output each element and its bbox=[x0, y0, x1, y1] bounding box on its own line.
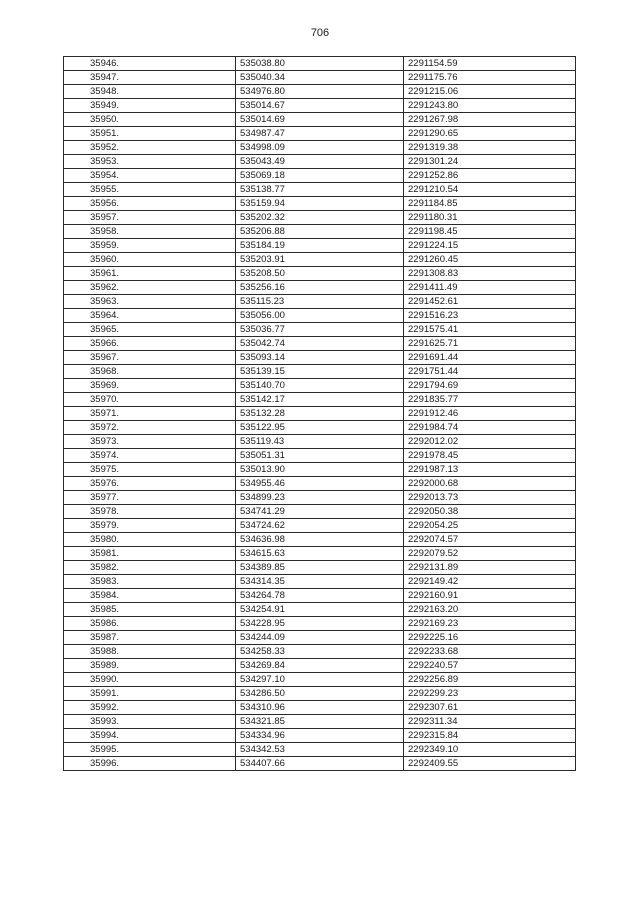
point-number-cell: 35974. bbox=[64, 449, 236, 463]
table-row bbox=[64, 589, 576, 603]
table-row bbox=[64, 603, 576, 617]
x-coordinate-cell: 534407.66 bbox=[236, 757, 404, 771]
point-number-cell: 35979. bbox=[64, 519, 236, 533]
table-body bbox=[64, 57, 576, 771]
point-number-cell: 35994. bbox=[64, 729, 236, 743]
y-coordinate-cell: 2292169.23 bbox=[404, 617, 576, 631]
x-coordinate-cell: 534269.84 bbox=[236, 659, 404, 673]
y-coordinate-cell: 2291252.86 bbox=[404, 169, 576, 183]
coordinates-table bbox=[63, 56, 576, 771]
x-coordinate-cell: 534342.53 bbox=[236, 743, 404, 757]
x-coordinate-cell: 534615.63 bbox=[236, 547, 404, 561]
y-coordinate-cell: 2291175.76 bbox=[404, 71, 576, 85]
table-row bbox=[64, 295, 576, 309]
y-coordinate-cell: 2291751.44 bbox=[404, 365, 576, 379]
y-coordinate-cell: 2292013.73 bbox=[404, 491, 576, 505]
point-number-cell: 35953. bbox=[64, 155, 236, 169]
x-coordinate-cell: 535142.17 bbox=[236, 393, 404, 407]
point-number-cell: 35984. bbox=[64, 589, 236, 603]
y-coordinate-cell: 2292050.38 bbox=[404, 505, 576, 519]
table-row bbox=[64, 309, 576, 323]
table-row bbox=[64, 393, 576, 407]
x-coordinate-cell: 535139.15 bbox=[236, 365, 404, 379]
y-coordinate-cell: 2291184.85 bbox=[404, 197, 576, 211]
y-coordinate-cell: 2291575.41 bbox=[404, 323, 576, 337]
y-coordinate-cell: 2291243.80 bbox=[404, 99, 576, 113]
x-coordinate-cell: 534321.85 bbox=[236, 715, 404, 729]
y-coordinate-cell: 2292079.52 bbox=[404, 547, 576, 561]
table-row bbox=[64, 57, 576, 71]
y-coordinate-cell: 2291452.61 bbox=[404, 295, 576, 309]
table-row bbox=[64, 757, 576, 771]
x-coordinate-cell: 535138.77 bbox=[236, 183, 404, 197]
point-number-cell: 35956. bbox=[64, 197, 236, 211]
x-coordinate-cell: 535206.88 bbox=[236, 225, 404, 239]
y-coordinate-cell: 2292054.25 bbox=[404, 519, 576, 533]
table-row bbox=[64, 715, 576, 729]
table-row bbox=[64, 729, 576, 743]
x-coordinate-cell: 535184.19 bbox=[236, 239, 404, 253]
y-coordinate-cell: 2292225.16 bbox=[404, 631, 576, 645]
x-coordinate-cell: 534334.96 bbox=[236, 729, 404, 743]
table-row bbox=[64, 743, 576, 757]
point-number-cell: 35958. bbox=[64, 225, 236, 239]
x-coordinate-cell: 535042.74 bbox=[236, 337, 404, 351]
point-number-cell: 35971. bbox=[64, 407, 236, 421]
x-coordinate-cell: 535040.34 bbox=[236, 71, 404, 85]
point-number-cell: 35976. bbox=[64, 477, 236, 491]
x-coordinate-cell: 535203.91 bbox=[236, 253, 404, 267]
point-number-cell: 35985. bbox=[64, 603, 236, 617]
point-number-cell: 35987. bbox=[64, 631, 236, 645]
x-coordinate-cell: 534310.96 bbox=[236, 701, 404, 715]
table-row bbox=[64, 71, 576, 85]
x-coordinate-cell: 534724.62 bbox=[236, 519, 404, 533]
x-coordinate-cell: 534314.35 bbox=[236, 575, 404, 589]
table-row bbox=[64, 99, 576, 113]
table-row bbox=[64, 519, 576, 533]
table-row bbox=[64, 533, 576, 547]
x-coordinate-cell: 535093.14 bbox=[236, 351, 404, 365]
table-row bbox=[64, 547, 576, 561]
table-row bbox=[64, 239, 576, 253]
table-row bbox=[64, 673, 576, 687]
x-coordinate-cell: 535036.77 bbox=[236, 323, 404, 337]
table-row bbox=[64, 463, 576, 477]
point-number-cell: 35963. bbox=[64, 295, 236, 309]
x-coordinate-cell: 534976.80 bbox=[236, 85, 404, 99]
y-coordinate-cell: 2292311.34 bbox=[404, 715, 576, 729]
x-coordinate-cell: 535014.67 bbox=[236, 99, 404, 113]
x-coordinate-cell: 535208.50 bbox=[236, 267, 404, 281]
x-coordinate-cell: 534636.98 bbox=[236, 533, 404, 547]
x-coordinate-cell: 535140.70 bbox=[236, 379, 404, 393]
table-row bbox=[64, 575, 576, 589]
y-coordinate-cell: 2292160.91 bbox=[404, 589, 576, 603]
y-coordinate-cell: 2291912.46 bbox=[404, 407, 576, 421]
point-number-cell: 35948. bbox=[64, 85, 236, 99]
y-coordinate-cell: 2291260.45 bbox=[404, 253, 576, 267]
x-coordinate-cell: 535115.23 bbox=[236, 295, 404, 309]
y-coordinate-cell: 2291210.54 bbox=[404, 183, 576, 197]
point-number-cell: 35966. bbox=[64, 337, 236, 351]
table-row bbox=[64, 351, 576, 365]
x-coordinate-cell: 535013.90 bbox=[236, 463, 404, 477]
y-coordinate-cell: 2292149.42 bbox=[404, 575, 576, 589]
x-coordinate-cell: 535256.16 bbox=[236, 281, 404, 295]
x-coordinate-cell: 534244.09 bbox=[236, 631, 404, 645]
table-row bbox=[64, 337, 576, 351]
point-number-cell: 35992. bbox=[64, 701, 236, 715]
table-row bbox=[64, 477, 576, 491]
x-coordinate-cell: 535132.28 bbox=[236, 407, 404, 421]
y-coordinate-cell: 2292012.02 bbox=[404, 435, 576, 449]
table-row bbox=[64, 379, 576, 393]
point-number-cell: 35959. bbox=[64, 239, 236, 253]
table-row bbox=[64, 631, 576, 645]
x-coordinate-cell: 534899.23 bbox=[236, 491, 404, 505]
x-coordinate-cell: 534264.78 bbox=[236, 589, 404, 603]
y-coordinate-cell: 2291290.65 bbox=[404, 127, 576, 141]
point-number-cell: 35946. bbox=[64, 57, 236, 71]
point-number-cell: 35983. bbox=[64, 575, 236, 589]
x-coordinate-cell: 535056.00 bbox=[236, 309, 404, 323]
y-coordinate-cell: 2292233.68 bbox=[404, 645, 576, 659]
point-number-cell: 35954. bbox=[64, 169, 236, 183]
point-number-cell: 35980. bbox=[64, 533, 236, 547]
point-number-cell: 35972. bbox=[64, 421, 236, 435]
y-coordinate-cell: 2291691.44 bbox=[404, 351, 576, 365]
table-row bbox=[64, 183, 576, 197]
x-coordinate-cell: 534228.95 bbox=[236, 617, 404, 631]
table-row bbox=[64, 197, 576, 211]
table-row bbox=[64, 645, 576, 659]
x-coordinate-cell: 535043.49 bbox=[236, 155, 404, 169]
point-number-cell: 35989. bbox=[64, 659, 236, 673]
point-number-cell: 35967. bbox=[64, 351, 236, 365]
table-row bbox=[64, 561, 576, 575]
y-coordinate-cell: 2291180.31 bbox=[404, 211, 576, 225]
table-row bbox=[64, 113, 576, 127]
point-number-cell: 35991. bbox=[64, 687, 236, 701]
y-coordinate-cell: 2292299.23 bbox=[404, 687, 576, 701]
point-number-cell: 35962. bbox=[64, 281, 236, 295]
table-row bbox=[64, 449, 576, 463]
table-row bbox=[64, 505, 576, 519]
x-coordinate-cell: 534389.85 bbox=[236, 561, 404, 575]
point-number-cell: 35960. bbox=[64, 253, 236, 267]
table-row bbox=[64, 323, 576, 337]
table-row bbox=[64, 85, 576, 99]
x-coordinate-cell: 534998.09 bbox=[236, 141, 404, 155]
x-coordinate-cell: 535122.95 bbox=[236, 421, 404, 435]
x-coordinate-cell: 535038.80 bbox=[236, 57, 404, 71]
point-number-cell: 35952. bbox=[64, 141, 236, 155]
point-number-cell: 35949. bbox=[64, 99, 236, 113]
table-row bbox=[64, 281, 576, 295]
x-coordinate-cell: 535119.43 bbox=[236, 435, 404, 449]
x-coordinate-cell: 534987.47 bbox=[236, 127, 404, 141]
table-row bbox=[64, 267, 576, 281]
x-coordinate-cell: 534258.33 bbox=[236, 645, 404, 659]
y-coordinate-cell: 2291794.69 bbox=[404, 379, 576, 393]
y-coordinate-cell: 2292349.10 bbox=[404, 743, 576, 757]
x-coordinate-cell: 535069.18 bbox=[236, 169, 404, 183]
point-number-cell: 35968. bbox=[64, 365, 236, 379]
point-number-cell: 35961. bbox=[64, 267, 236, 281]
y-coordinate-cell: 2292163.20 bbox=[404, 603, 576, 617]
point-number-cell: 35978. bbox=[64, 505, 236, 519]
point-number-cell: 35993. bbox=[64, 715, 236, 729]
y-coordinate-cell: 2292240.57 bbox=[404, 659, 576, 673]
x-coordinate-cell: 534955.46 bbox=[236, 477, 404, 491]
table-row bbox=[64, 155, 576, 169]
point-number-cell: 35996. bbox=[64, 757, 236, 771]
table-row bbox=[64, 491, 576, 505]
table-row bbox=[64, 141, 576, 155]
y-coordinate-cell: 2291987.13 bbox=[404, 463, 576, 477]
table-row bbox=[64, 127, 576, 141]
y-coordinate-cell: 2292307.61 bbox=[404, 701, 576, 715]
y-coordinate-cell: 2291267.98 bbox=[404, 113, 576, 127]
y-coordinate-cell: 2291224.15 bbox=[404, 239, 576, 253]
table-row bbox=[64, 169, 576, 183]
point-number-cell: 35995. bbox=[64, 743, 236, 757]
y-coordinate-cell: 2291319.38 bbox=[404, 141, 576, 155]
y-coordinate-cell: 2291984.74 bbox=[404, 421, 576, 435]
point-number-cell: 35977. bbox=[64, 491, 236, 505]
table-row bbox=[64, 687, 576, 701]
y-coordinate-cell: 2292074.57 bbox=[404, 533, 576, 547]
point-number-cell: 35988. bbox=[64, 645, 236, 659]
table-row bbox=[64, 435, 576, 449]
y-coordinate-cell: 2292315.84 bbox=[404, 729, 576, 743]
y-coordinate-cell: 2292131.89 bbox=[404, 561, 576, 575]
x-coordinate-cell: 535014.69 bbox=[236, 113, 404, 127]
table-row bbox=[64, 701, 576, 715]
y-coordinate-cell: 2291516.23 bbox=[404, 309, 576, 323]
point-number-cell: 35955. bbox=[64, 183, 236, 197]
table-row bbox=[64, 659, 576, 673]
point-number-cell: 35982. bbox=[64, 561, 236, 575]
x-coordinate-cell: 534741.29 bbox=[236, 505, 404, 519]
x-coordinate-cell: 534286.50 bbox=[236, 687, 404, 701]
point-number-cell: 35990. bbox=[64, 673, 236, 687]
x-coordinate-cell: 535051.31 bbox=[236, 449, 404, 463]
point-number-cell: 35950. bbox=[64, 113, 236, 127]
point-number-cell: 35957. bbox=[64, 211, 236, 225]
table-row bbox=[64, 407, 576, 421]
point-number-cell: 35975. bbox=[64, 463, 236, 477]
point-number-cell: 35970. bbox=[64, 393, 236, 407]
y-coordinate-cell: 2291625.71 bbox=[404, 337, 576, 351]
y-coordinate-cell: 2292000.68 bbox=[404, 477, 576, 491]
point-number-cell: 35973. bbox=[64, 435, 236, 449]
point-number-cell: 35981. bbox=[64, 547, 236, 561]
y-coordinate-cell: 2291198.45 bbox=[404, 225, 576, 239]
x-coordinate-cell: 535159.94 bbox=[236, 197, 404, 211]
point-number-cell: 35947. bbox=[64, 71, 236, 85]
table-row bbox=[64, 211, 576, 225]
y-coordinate-cell: 2291301.24 bbox=[404, 155, 576, 169]
y-coordinate-cell: 2291978.45 bbox=[404, 449, 576, 463]
table-row bbox=[64, 365, 576, 379]
y-coordinate-cell: 2291835.77 bbox=[404, 393, 576, 407]
y-coordinate-cell: 2291154.59 bbox=[404, 57, 576, 71]
table-row bbox=[64, 253, 576, 267]
y-coordinate-cell: 2291411.49 bbox=[404, 281, 576, 295]
x-coordinate-cell: 534254.91 bbox=[236, 603, 404, 617]
x-coordinate-cell: 534297.10 bbox=[236, 673, 404, 687]
point-number-cell: 35965. bbox=[64, 323, 236, 337]
y-coordinate-cell: 2292409.55 bbox=[404, 757, 576, 771]
table-row bbox=[64, 421, 576, 435]
table-row bbox=[64, 617, 576, 631]
point-number-cell: 35986. bbox=[64, 617, 236, 631]
y-coordinate-cell: 2291308.83 bbox=[404, 267, 576, 281]
point-number-cell: 35951. bbox=[64, 127, 236, 141]
y-coordinate-cell: 2291215.06 bbox=[404, 85, 576, 99]
point-number-cell: 35969. bbox=[64, 379, 236, 393]
x-coordinate-cell: 535202.32 bbox=[236, 211, 404, 225]
point-number-cell: 35964. bbox=[64, 309, 236, 323]
y-coordinate-cell: 2292256.89 bbox=[404, 673, 576, 687]
table-row bbox=[64, 225, 576, 239]
page-number: 706 bbox=[310, 27, 330, 39]
